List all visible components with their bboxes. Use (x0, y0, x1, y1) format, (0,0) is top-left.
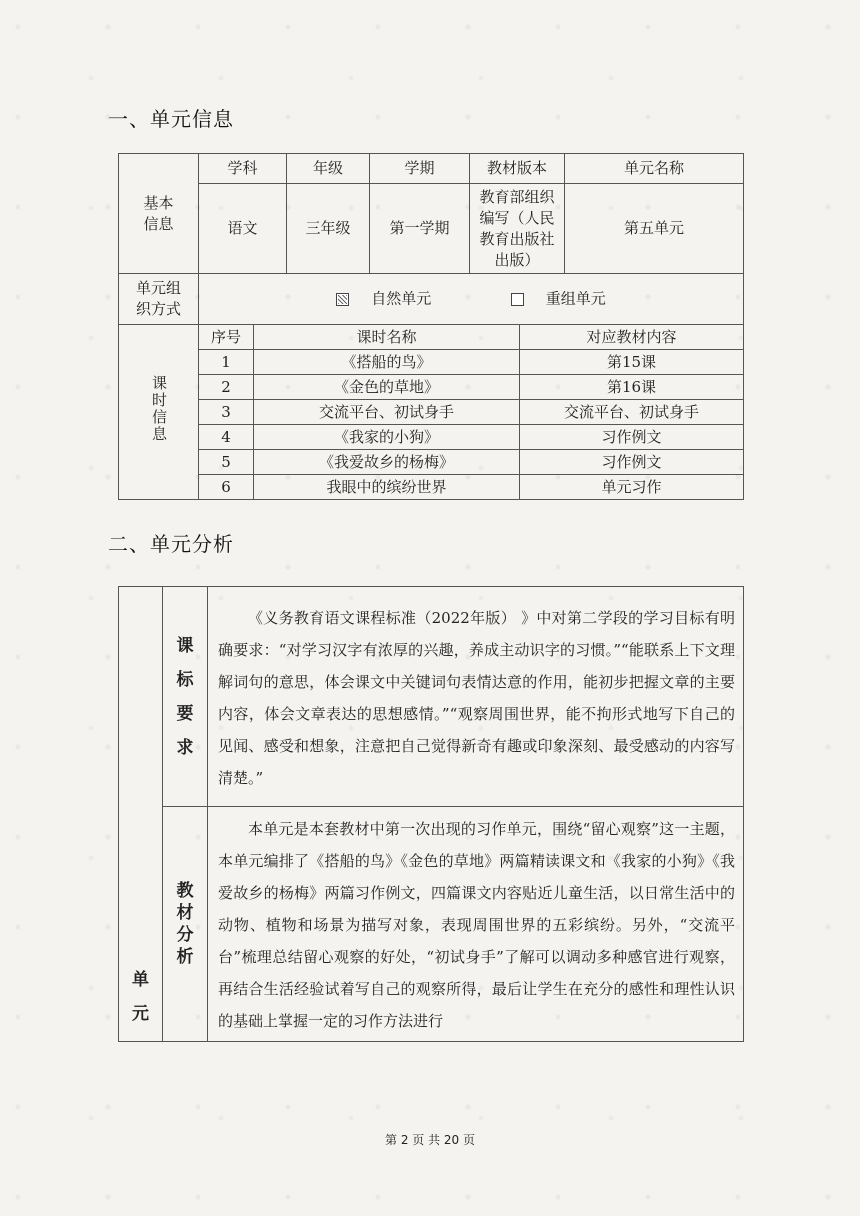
header-semester: 学期 (370, 154, 470, 184)
textbook-text: 本单元是本套教材中第一次出现的习作单元，围绕“留心观察”这一主题，本单元编排了《搭船的鸟》《金色的草地》两篇精读课文和《我家的小狗》《我爱故乡的杨梅》两篇习作例文，四篇课文内容贴近儿童生活，以日常生活中的动物、植物和场景为描写对象，表现周围世界的五彩缤纷。另外，“交流平台”梳理总结留心观察的好处，“初试身手”了解可以调动多种感官进行观察，再结合生活经验试着写自己的观察所得，最后让学生在充分的感性和理性认识的基础上掌握一定的习作方法进行 (208, 807, 744, 1042)
lesson-name: 《我爱故乡的杨梅》 (254, 450, 520, 475)
lesson-index: 1 (199, 350, 254, 375)
unit-analysis-table (118, 586, 744, 1042)
basic-info-label: 基本信息 (119, 154, 199, 274)
lesson-content: 交流平台、初试身手 (520, 400, 744, 425)
standard-label: 课 标 要 求 (163, 587, 208, 807)
header-grade: 年级 (287, 154, 370, 184)
lesson-content: 第15课 (520, 350, 744, 375)
table-row (119, 400, 744, 425)
lesson-header-name: 课时名称 (254, 325, 520, 350)
lesson-info-label: 课时信息 (119, 325, 199, 500)
table-row (119, 350, 744, 375)
unit-info-table (118, 153, 744, 500)
natural-unit-label: 自然单元 (371, 289, 432, 308)
unit-outer-label: 单 元 (119, 587, 163, 1042)
lesson-header-content: 对应教材内容 (520, 325, 744, 350)
standard-text: 《义务教育语文课程标准（2022年版） 》中对第二学段的学习目标有明确要求：“对学习汉字有浓厚的兴趣，养成主动识字的习惯。”“能联系上下文理解词句的意思，体会课文中关键词句表情达意的作用，能初步把握文章的主要内容，体会文章表达的思想感情。”“观察周围世界，能不拘形式地写下自己的见闻、感受和想象，注意把自己觉得新奇有趣或印象深刻、最受感动的内容写清楚。” (208, 587, 744, 807)
lesson-index: 5 (199, 450, 254, 475)
lesson-index: 2 (199, 375, 254, 400)
lesson-name: 《我家的小狗》 (254, 425, 520, 450)
value-semester: 第一学期 (370, 184, 470, 274)
org-label: 单元组织方式 (119, 274, 199, 325)
section-title-unit-info: 一、单元信息 (108, 107, 234, 131)
value-unit-name: 第五单元 (565, 184, 744, 274)
header-edition: 教材版本 (470, 154, 565, 184)
header-unit-name: 单元名称 (565, 154, 744, 184)
lesson-header-index: 序号 (199, 325, 254, 350)
org-options (199, 274, 744, 325)
page-footer: 第 2 页 共 20 页 (385, 1133, 475, 1147)
value-subject: 语文 (199, 184, 287, 274)
textbook-label: 教 材 分 析 (163, 807, 208, 1042)
value-edition: 教育部组织编写（人民教育出版社出版） (470, 184, 565, 274)
lesson-content: 习作例文 (520, 425, 744, 450)
lesson-content: 第16课 (520, 375, 744, 400)
lesson-content: 单元习作 (520, 475, 744, 500)
header-subject: 学科 (199, 154, 287, 184)
lesson-index: 3 (199, 400, 254, 425)
table-row (119, 475, 744, 500)
regroup-unit-checkbox[interactable] (511, 293, 524, 306)
table-row (119, 375, 744, 400)
value-grade: 三年级 (287, 184, 370, 274)
section-title-unit-analysis: 二、单元分析 (108, 532, 234, 556)
lesson-name: 《搭船的鸟》 (254, 350, 520, 375)
table-row (119, 425, 744, 450)
lesson-name: 我眼中的缤纷世界 (254, 475, 520, 500)
natural-unit-checkbox[interactable] (336, 293, 349, 306)
lesson-index: 6 (199, 475, 254, 500)
regroup-unit-label: 重组单元 (545, 289, 606, 308)
lesson-name: 交流平台、初试身手 (254, 400, 520, 425)
lesson-name: 《金色的草地》 (254, 375, 520, 400)
table-row (119, 450, 744, 475)
lesson-content: 习作例文 (520, 450, 744, 475)
lesson-index: 4 (199, 425, 254, 450)
